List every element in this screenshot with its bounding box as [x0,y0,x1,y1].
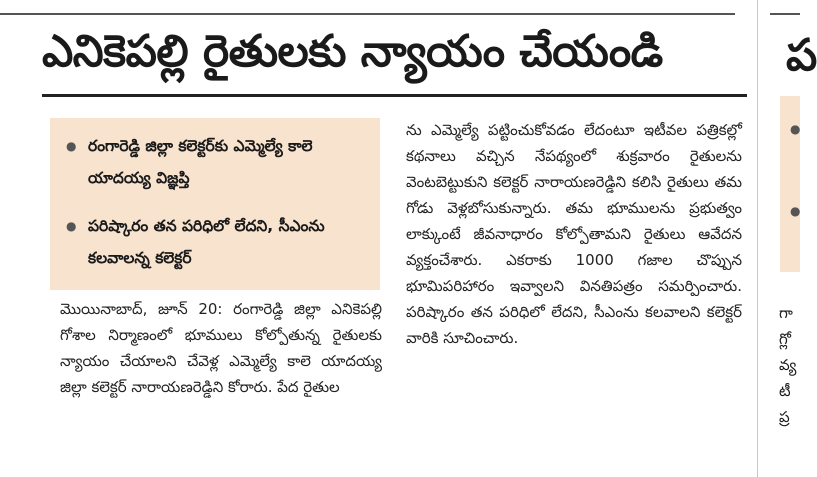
next-article-text-fragment: ప్ర [779,408,790,426]
article-headline: ఎనికెపల్లి రైతులకు న్యాయం చేయండి [42,26,663,77]
top-rule-right [770,13,800,15]
next-article-text-fragment: గా [779,304,793,322]
column-divider [757,0,758,477]
bullet-icon: ● [66,219,77,233]
bullet-icon: ● [790,122,801,136]
highlight-text: పరిష్కారం తన పరిధిలో లేదని, సీఎంను కలవాలన్న కలెక్టర్ [88,217,325,267]
headline-underline [42,94,747,97]
top-rule [0,13,735,15]
paragraph: ను ఎమ్మెల్యే పట్టించుకోవడం లేదంటూ ఇటీవల పత్రికల్లో కథనాలు వచ్చిన నేపథ్యంలో శుక్రవారం రైతులను వెంటబెట్టుకుని కలెక్టర్ నారాయణరెడ్డిని కలిసి రైతులు తమ గోడు వెళ్లబోసుకున్నారు. తమ భూములను ప్రభుత్వం లాక్కుంటే జీవనాధారం కోల్పోతామని రైతులు ఆవేదన వ్యక్తంచేశారు. ఎకరాకు 1000 గజాల చొప్పున భూమిపరిహారం ఇవ్వాలని వినతిపత్రం సమర్పించారు. పరిష్కారం తన పరిధిలో లేదని, సీఎంను కలవాలని కలెక్టర్ వారికి సూచించారు. [406,121,742,347]
highlight-item [68,210,378,274]
article-column-1 [60,296,382,400]
article-column-2 [406,117,742,351]
next-article-headline-fragment: ప [786,30,817,81]
next-article-text-fragment: వ్య [779,356,797,374]
bullet-icon: ● [790,204,801,218]
next-article-text-fragment: గ్లో [779,330,791,348]
next-article-text-fragment: టీ [779,382,791,400]
paragraph: మొయినాబాద్, జూన్ 20: రంగారెడ్డి జిల్లా ఎనికెపల్లి గోశాల నిర్మాణంలో భూములు కోల్పోతున్న రైతులకు న్యాయం చేయాలని చేవెళ్ల ఎమ్మెల్యే కాలె యాదయ్య జిల్లా కలెక్టర్ నారాయణరెడ్డిని కోరారు. పేద రైతుల [60,300,382,396]
highlights-box [50,118,380,290]
bullet-icon: ● [66,139,77,153]
highlight-item [68,130,378,194]
highlight-text: రంగారెడ్డి జిల్లా కలెక్టర్‌కు ఎమ్మెల్యే కాలె యాదయ్య విజ్ఞప్తి [88,137,313,187]
